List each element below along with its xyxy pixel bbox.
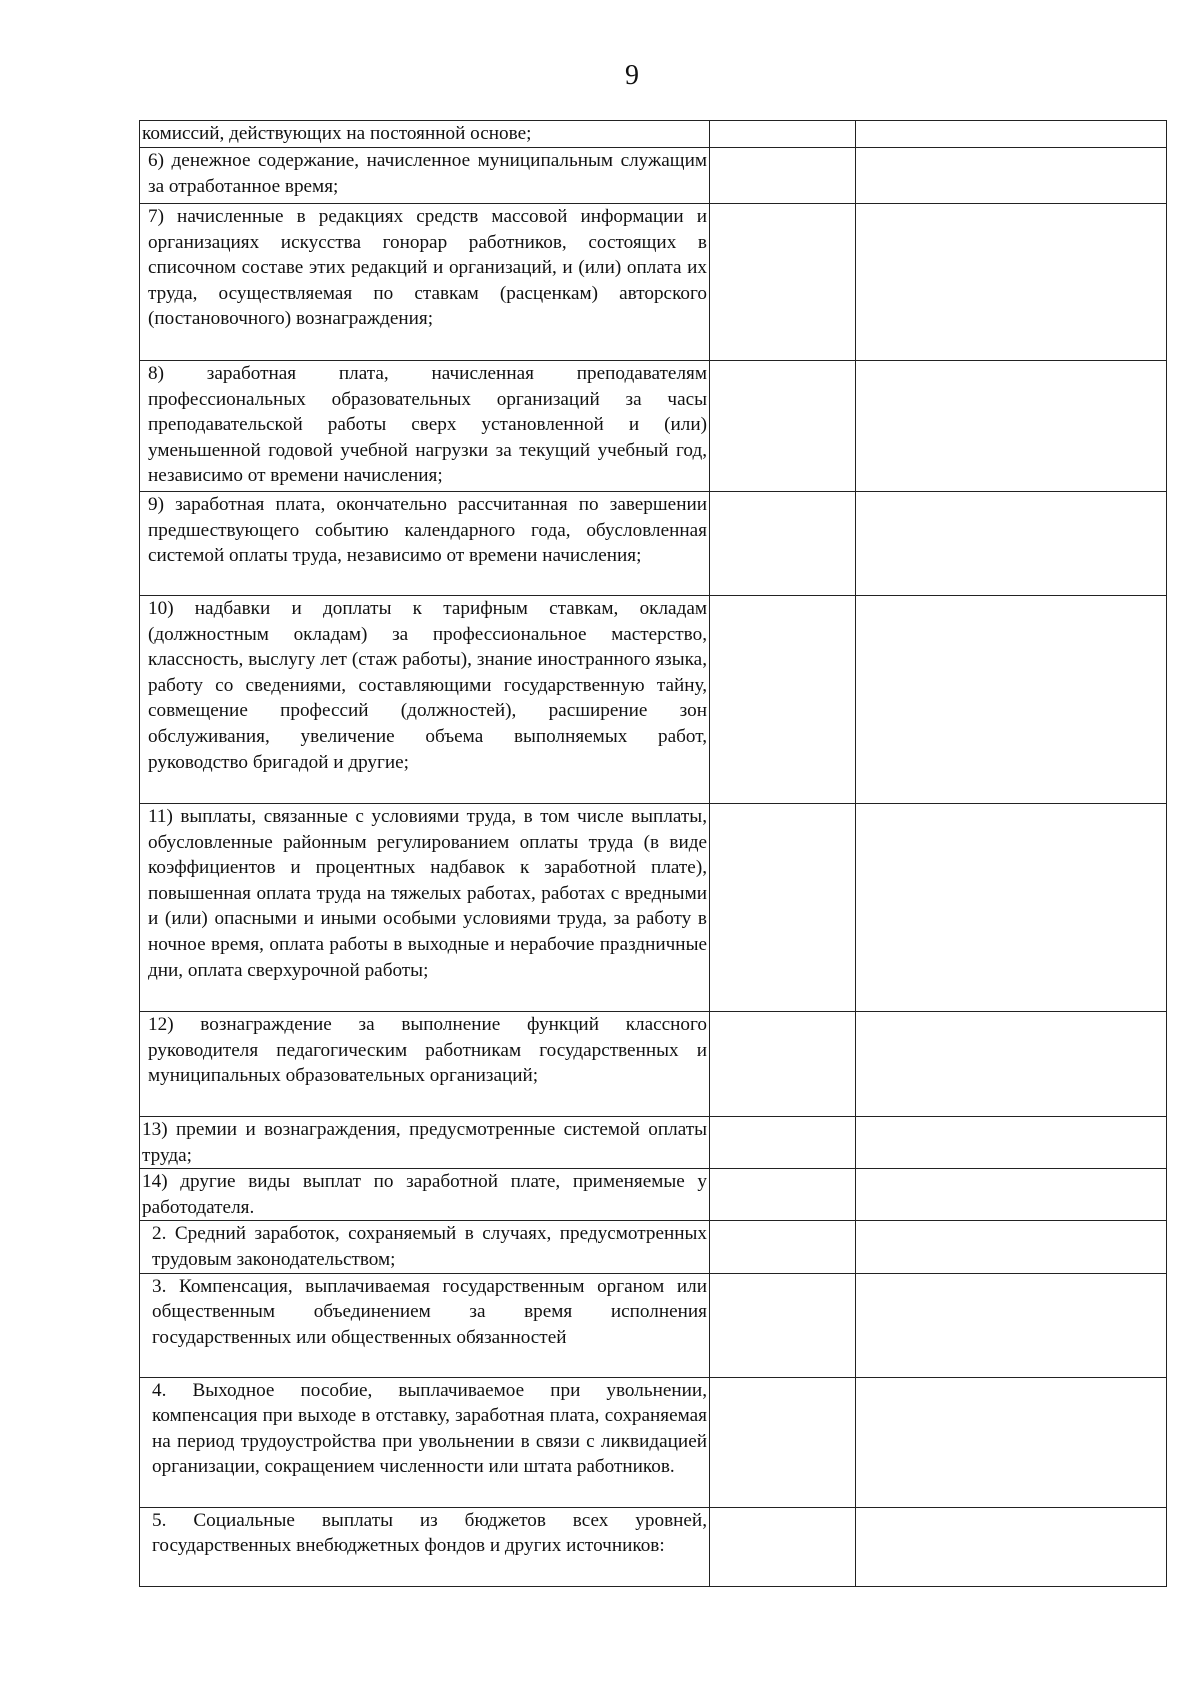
- empty-cell: [710, 1221, 856, 1273]
- empty-cell: [710, 1169, 856, 1221]
- empty-cell: [710, 361, 856, 492]
- row-text: 2. Средний заработок, сохраняемый в случаях, предусмотренных трудовым законодательством;: [140, 1221, 710, 1273]
- empty-cell: [856, 204, 1167, 361]
- table-row: [140, 1507, 1167, 1586]
- table-row: [140, 1273, 1167, 1377]
- table-row: [140, 1012, 1167, 1117]
- empty-cell: [856, 361, 1167, 492]
- empty-cell: [856, 596, 1167, 804]
- table-row: [140, 361, 1167, 492]
- table-row: [140, 492, 1167, 596]
- row-text: 10) надбавки и доплаты к тарифным ставкам, окладам (должностным окладам) за профессиональное мастерство, классность, выслугу лет (стаж работы), знание иностранного языка, работу со сведениями, составляющими государственную тайну, совмещение профессий (должностей), расширение зон обслуживания, увеличение объема выполняемых работ, руководство бригадой и другие;: [140, 596, 710, 804]
- empty-cell: [856, 1012, 1167, 1117]
- empty-cell: [856, 121, 1167, 148]
- empty-cell: [856, 1169, 1167, 1221]
- empty-cell: [710, 596, 856, 804]
- empty-cell: [856, 492, 1167, 596]
- empty-cell: [710, 1012, 856, 1117]
- table-row: [140, 121, 1167, 148]
- table-row: [140, 804, 1167, 1012]
- row-text: 4. Выходное пособие, выплачиваемое при увольнении, компенсация при выходе в отставку, заработная плата, сохраняемая на период трудоустройства при увольнении в связи с ликвидацией организации, сокращением численности или штата работников.: [140, 1377, 710, 1507]
- empty-cell: [856, 148, 1167, 204]
- empty-cell: [856, 1377, 1167, 1507]
- table-row: [140, 148, 1167, 204]
- table-row: [140, 1221, 1167, 1273]
- empty-cell: [856, 1117, 1167, 1169]
- table-row: [140, 1117, 1167, 1169]
- row-text: комиссий, действующих на постоянной основе;: [140, 121, 710, 148]
- empty-cell: [710, 148, 856, 204]
- table-row: [140, 596, 1167, 804]
- table-row: [140, 1377, 1167, 1507]
- row-text: 13) премии и вознаграждения, предусмотренные системой оплаты труда;: [140, 1117, 710, 1169]
- empty-cell: [710, 1273, 856, 1377]
- empty-cell: [710, 1507, 856, 1586]
- table-row: [140, 1169, 1167, 1221]
- row-text: 3. Компенсация, выплачиваемая государственным органом или общественным объединением за время исполнения государственных или общественных обязанностей: [140, 1273, 710, 1377]
- empty-cell: [856, 1221, 1167, 1273]
- empty-cell: [710, 492, 856, 596]
- row-text: 6) денежное содержание, начисленное муниципальным служащим за отработанное время;: [140, 148, 710, 204]
- empty-cell: [856, 804, 1167, 1012]
- table-row: [140, 204, 1167, 361]
- row-text: 5. Социальные выплаты из бюджетов всех уровней, государственных внебюджетных фондов и других источников:: [140, 1507, 710, 1586]
- empty-cell: [710, 1377, 856, 1507]
- row-text: 8) заработная плата, начисленная преподавателям профессиональных образовательных организаций за часы преподавательской работы сверх установленной и (или) уменьшенной годовой учебной нагрузки за текущий учебный год, независимо от времени начисления;: [140, 361, 710, 492]
- row-text: 7) начисленные в редакциях средств массовой информации и организациях искусства гонорар работников, состоящих в списочном составе этих редакций и организаций, и (или) оплата их труда, осуществляемая по ставкам (расценкам) авторского (постановочного) вознаграждения;: [140, 204, 710, 361]
- row-text: 11) выплаты, связанные с условиями труда, в том числе выплаты, обусловленные районным регулированием оплаты труда (в виде коэффициентов и процентных надбавок к заработной плате), повышенная оплата труда на тяжелых работах, работах с вредными и (или) опасными и иными особыми условиями труда, за работу в ночное время, оплата работы в выходные и нерабочие праздничные дни, оплата сверхурочной работы;: [140, 804, 710, 1012]
- row-text: 9) заработная плата, окончательно рассчитанная по завершении предшествующего событию календарного года, обусловленная системой оплаты труда, независимо от времени начисления;: [140, 492, 710, 596]
- page-number: 9: [625, 60, 639, 91]
- empty-cell: [710, 121, 856, 148]
- empty-cell: [710, 804, 856, 1012]
- document-table: [139, 120, 1167, 1587]
- empty-cell: [710, 1117, 856, 1169]
- row-text: 12) вознаграждение за выполнение функций классного руководителя педагогическим работникам государственных и муниципальных образовательных организаций;: [140, 1012, 710, 1117]
- empty-cell: [856, 1507, 1167, 1586]
- empty-cell: [856, 1273, 1167, 1377]
- empty-cell: [710, 204, 856, 361]
- row-text: 14) другие виды выплат по заработной плате, применяемые у работодателя.: [140, 1169, 710, 1221]
